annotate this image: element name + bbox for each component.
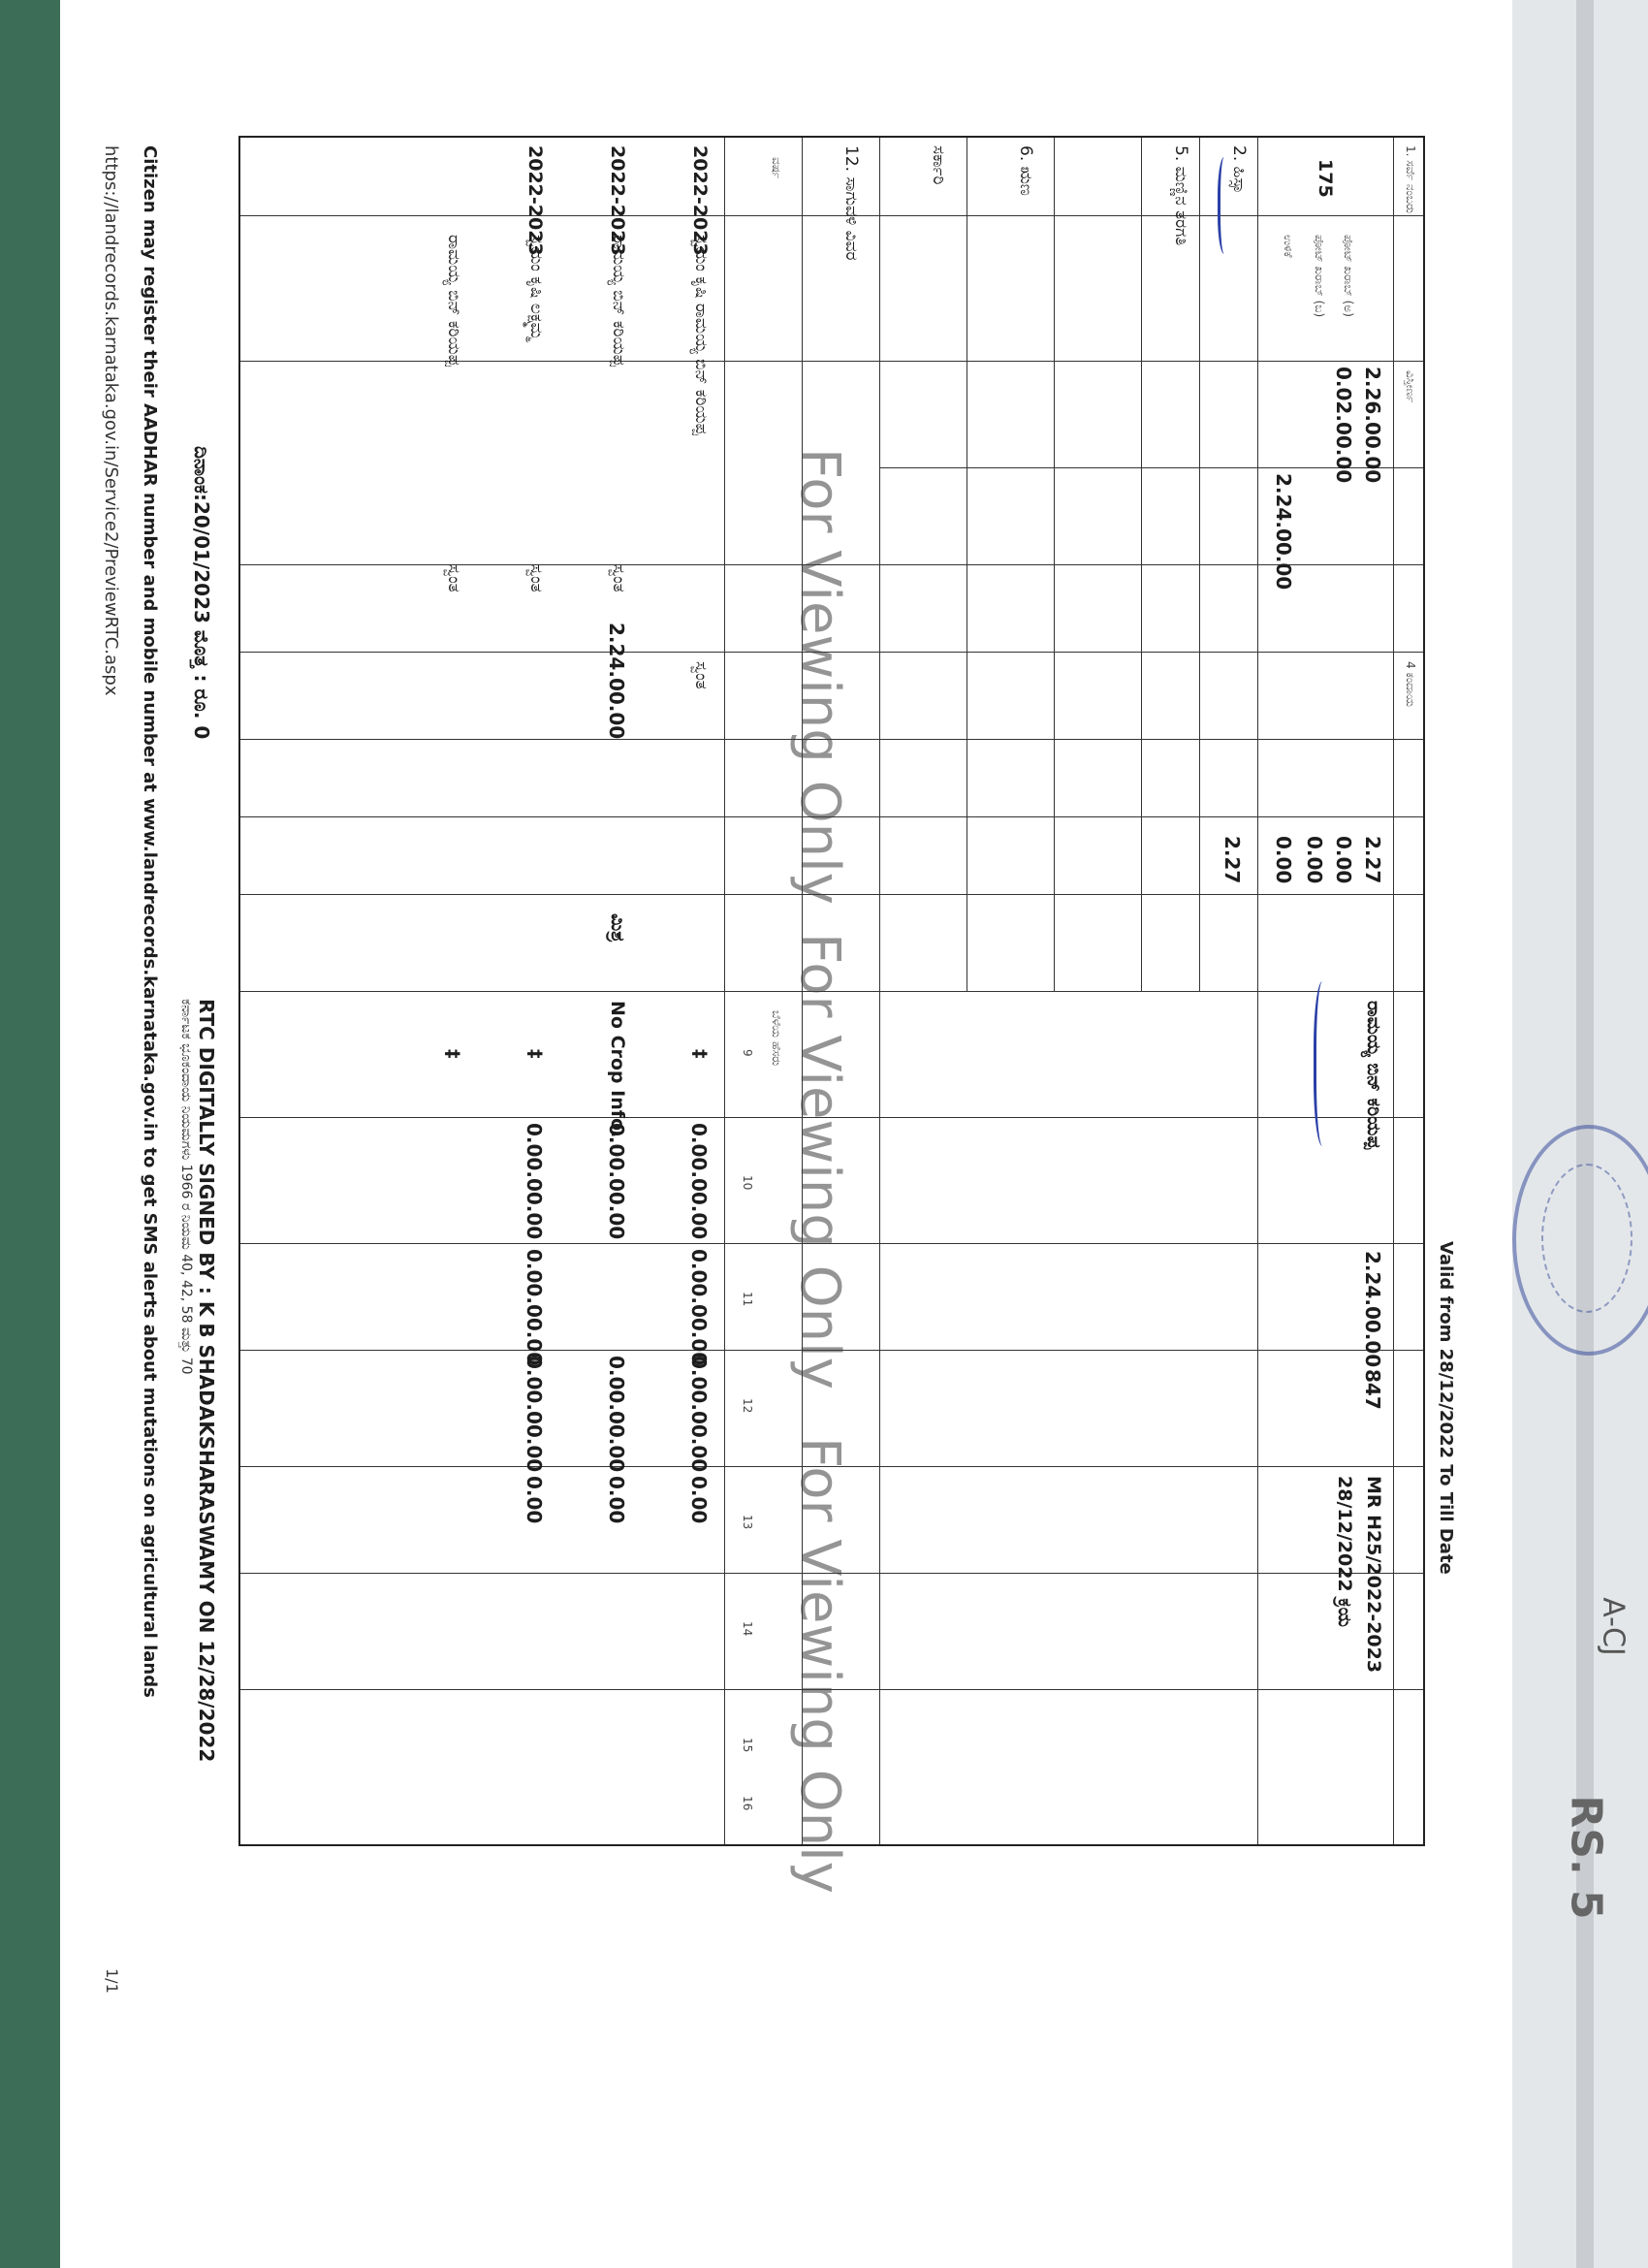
cult-row-3-crop: ‡	[524, 1049, 546, 1059]
date-amount: ದಿನಾಂಕ:20/01/2023 ಮೊತ್ತ : ರೂ. 0	[190, 446, 213, 740]
office-seal-inner	[1541, 1164, 1632, 1313]
rtc-table	[238, 136, 1425, 1894]
watermark-2: For Viewing Only	[788, 933, 851, 1390]
cult-row-2-extent: 2.24.00.00	[605, 623, 628, 740]
cult-row-2-mixed: ಮಿಶ್ರ	[607, 913, 628, 942]
cult-row-3-area2: 0.00.00.00	[523, 1249, 546, 1366]
tax-c: 0.00	[1272, 836, 1295, 884]
act-reference: ಕರ್ನಾಟಕ ಭೂಕಂದಾಯ ನಿಯಮಗಳು 1966 ರ ನಿಯಮ 40, 42, 58 ಮತ್ತು 70	[178, 999, 194, 1375]
digital-signature: RTC DIGITALLY SIGNED BY : K B SHADAKSHARASWAMY ON 12/28/2022	[195, 999, 218, 1763]
kharab-b-label: ಪೋಟ್ ಖರಾಬ್ (ಬ)	[1313, 235, 1326, 318]
total-area: 2.26.00.00	[1361, 367, 1384, 484]
mutation-number: MR H25/2022-2023	[1363, 1476, 1384, 1674]
tax-b: 0.00	[1303, 836, 1326, 884]
col-year-header: ವರ್ಷ	[770, 157, 783, 179]
tax-total: 2.27	[1361, 836, 1384, 884]
scan-background-left	[0, 0, 60, 2268]
cult-row-4-name: ರಾಮಯ್ಯ ಬಿನ್ ಕರಿಯಪ್ಪ	[444, 235, 463, 367]
cult-row-3-tenure: ಸ್ವಂತ	[526, 564, 546, 592]
survey-number: 175	[1315, 159, 1336, 198]
watermark-1: For Viewing Only	[788, 448, 851, 905]
label-debt: 6. ಋಣ	[1016, 145, 1035, 196]
tax-sum: 2.27	[1220, 836, 1244, 884]
tax-header: 4 ಕಂದಾಯ	[1404, 661, 1417, 708]
stamp-text: RS. 5	[1561, 1795, 1611, 1920]
watermark-3: For Viewing Only	[788, 1437, 851, 1894]
cult-row-1-crop: ‡	[689, 1049, 711, 1059]
cult-row-3-year: 2022-2023	[524, 145, 546, 256]
cult-row-1-area3: 0.00.00.00	[687, 1356, 711, 1473]
cult-row-4-crop: ‡	[442, 1049, 463, 1059]
khata-number: 847	[1361, 1369, 1384, 1410]
cult-row-2-last: 0.00	[605, 1476, 628, 1524]
label-sarkari: ಸರ್ಕಾರಿ	[929, 145, 948, 185]
survey-number-header: 1. ಸರ್ವೆ ನಂಬರು	[1404, 145, 1417, 214]
cult-row-1-name: ಸ್ವಯಂ ಕೃಷಿ ರಾಮಯ್ಯ ಬಿನ್ ಕರಿಯಪ್ಪ	[691, 235, 711, 435]
pen-underline	[1314, 981, 1336, 1146]
label-cultivation: 12. ಸಾಗುವಳಿ ವಿವರ	[841, 145, 861, 261]
cult-row-2-name: ರಾಮಯ್ಯ ಬಿನ್ ಕರಿಯಪ್ಪ	[609, 235, 628, 367]
cult-row-1-area1: 0.00.00.00	[687, 1123, 711, 1240]
col-11: 11	[741, 1292, 754, 1307]
balance-label: ಉಳಿಕೆ	[1282, 235, 1295, 258]
cult-row-1-last: 0.00	[687, 1476, 711, 1524]
label-soil: 5. ಮಣ್ಣಿನ ತರಗತಿ	[1171, 145, 1190, 246]
pen-mark	[1218, 157, 1234, 254]
cult-row-2-crop: No Crop Info.	[607, 1001, 628, 1138]
valid-from: Valid from 28/12/2022 To Till Date	[1436, 1241, 1456, 1575]
cult-row-3-area1: 0.00.00.00	[523, 1123, 546, 1240]
area-header: ವಿಸ್ತೀರ್ಣ	[1404, 370, 1417, 403]
col-crop-header: ಬೆಳೆಯ ಹೆಸರು	[770, 1010, 783, 1067]
cult-row-2-area1: 0.00.00.00	[605, 1123, 628, 1240]
page-number: 1/1	[103, 1968, 121, 1994]
cult-row-3-last: 0.00	[523, 1476, 546, 1524]
col-13: 13	[741, 1515, 754, 1530]
col-10: 10	[741, 1175, 754, 1191]
col-16: 16	[741, 1796, 754, 1811]
owner-name: ರಾಮಯ್ಯ ಬಿನ್ ಕರಿಯಪ್ಪ	[1363, 1001, 1384, 1150]
label-hissa: 2. ಹಿಸ್ಸಾ	[1229, 145, 1249, 194]
cult-row-2-tenure: ಸ್ವಂತ	[609, 564, 628, 592]
sms-notice: Citizen may register their AADHAR number and mobile number at www.landrecords.karnataka.gov.in to get SMS alerts about mutations on agricultural lands	[140, 145, 160, 1698]
rtc-document	[68, 126, 1464, 2065]
col-15: 15	[741, 1738, 754, 1753]
cult-row-4-tenure: ಸ್ವಂತ	[444, 564, 463, 592]
col-9: 9	[741, 1049, 754, 1057]
side-label: A-CJ	[1596, 1597, 1631, 1656]
cult-row-2-year: 2022-2023	[607, 145, 628, 256]
cult-row-1-year: 2022-2023	[689, 145, 711, 256]
cult-row-2-area3: 0.00.00.00	[605, 1356, 628, 1473]
kharab-a-label: ಪೋಟ್ ಖರಾಬ್ (ಅ)	[1342, 235, 1355, 317]
kharab-a-area: 0.02.00.00	[1332, 367, 1355, 484]
balance-area: 2.24.00.00	[1272, 473, 1295, 591]
cult-row-1-area2: 0.00.00.00	[687, 1249, 711, 1366]
tax-a: 0.00	[1332, 836, 1355, 884]
cult-row-3-area3: 0.00.00.00	[523, 1356, 546, 1473]
owner-extent: 2.24.00.00	[1361, 1251, 1384, 1368]
mutation-date: 28/12/2022 ಕ್ರಯ	[1334, 1476, 1355, 1627]
page-url: https://landrecords.karnataka.gov.in/Service2/PreviewRTC.aspx	[101, 145, 121, 696]
cult-row-1-tenure: ಸ್ವಂತ	[691, 661, 711, 689]
col-12: 12	[741, 1398, 754, 1414]
cult-row-3-name: ಸ್ವಯಂ ಕೃಷಿ ಲಕ್ಷ್ಮಮ್ಮ	[526, 235, 546, 341]
col-14: 14	[741, 1621, 754, 1637]
